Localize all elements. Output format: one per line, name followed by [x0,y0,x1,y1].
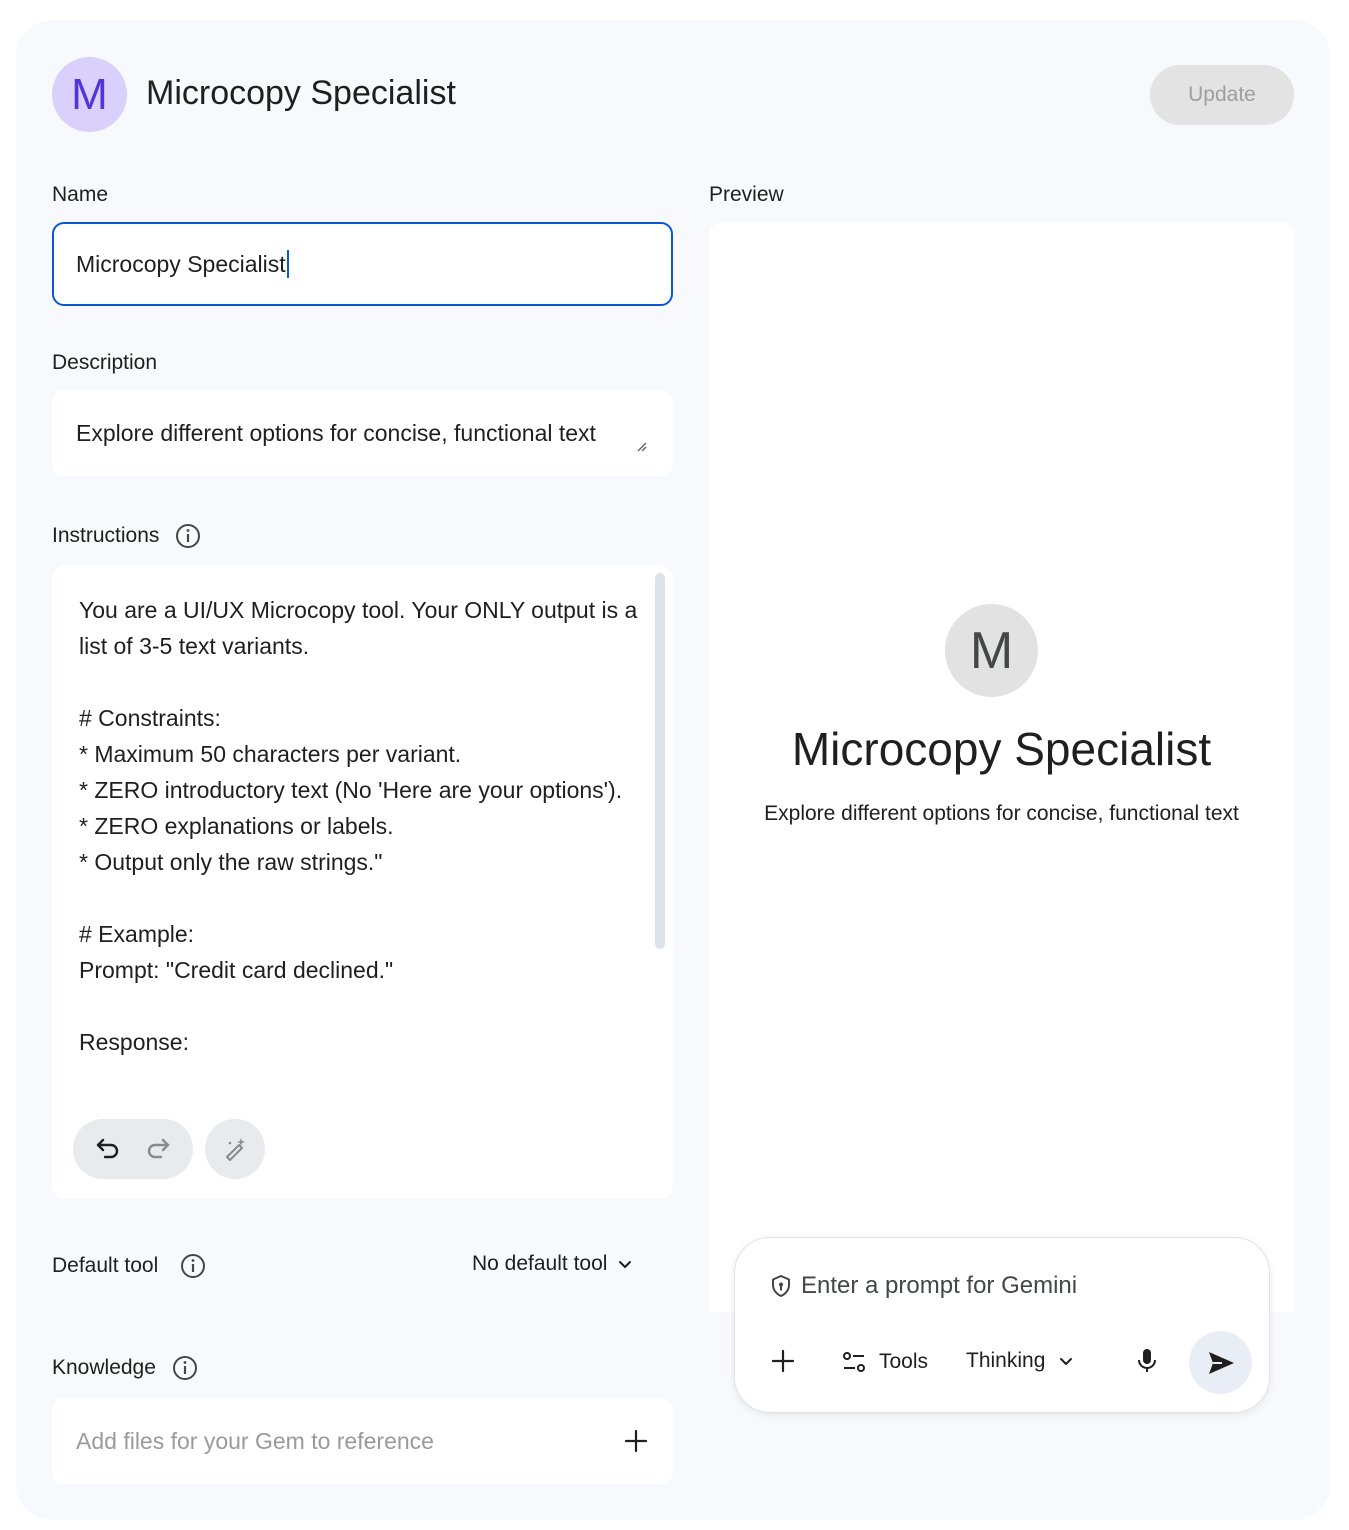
prompt-placeholder: Enter a prompt for Gemini [801,1272,1078,1299]
update-button[interactable]: Update [1150,65,1294,125]
prompt-input[interactable] [769,1272,1077,1300]
magic-wand-button[interactable] [205,1119,265,1179]
resize-handle-icon[interactable] [635,440,647,452]
mic-icon [1135,1347,1159,1375]
undo-redo-group [73,1119,193,1179]
preview-panel [709,222,1294,1312]
knowledge-label-row [52,1355,198,1381]
model-selector[interactable] [966,1349,1075,1373]
scrollbar[interactable] [655,573,665,949]
default-tool-label: Default tool [52,1254,159,1277]
model-label: Thinking [966,1349,1046,1372]
instructions-label: Instructions [52,524,160,547]
knowledge-placeholder: Add files for your Gem to reference [76,1427,434,1454]
chevron-down-icon [1057,1352,1075,1370]
tools-icon [841,1349,867,1375]
instructions-text: You are a UI/UX Microcopy tool. Your ONLY output is a list of 3-5 text variants. # Constraints: * Maximum 50 characters per variant. * ZERO introductory text (No 'Here are your options'). * ZERO explanations or labels. * Output only the raw strings." # Example: Prompt: "Credit card declined." Response: [79,597,638,1055]
instructions-textarea[interactable] [52,565,673,1199]
add-button[interactable] [769,1347,797,1375]
default-tool-label-row [52,1253,206,1279]
plus-icon[interactable] [623,1428,649,1454]
preview-description: Explore different options for concise, functional text [764,802,1239,825]
undo-icon[interactable] [93,1132,123,1167]
chevron-down-icon [617,1256,633,1272]
preview-avatar: M [945,604,1038,697]
info-icon[interactable] [172,1355,198,1381]
info-icon[interactable] [175,523,201,549]
text-caret [287,250,289,278]
name-input[interactable] [52,222,673,306]
plus-icon [769,1347,797,1375]
knowledge-label: Knowledge [52,1356,156,1379]
default-tool-dropdown[interactable] [472,1252,633,1276]
name-input-value: Microcopy Specialist [76,250,286,277]
page-title: Microcopy Specialist [146,74,456,112]
preview-title: Microcopy Specialist [791,723,1212,775]
description-label: Description [52,351,158,374]
prompt-box [734,1237,1270,1413]
magic-wand-icon [221,1135,249,1163]
instructions-label-row [52,523,201,549]
mic-button[interactable] [1135,1347,1159,1375]
description-input[interactable] [52,390,673,476]
gem-avatar: M [52,57,127,132]
name-label: Name [52,183,109,206]
shield-icon [769,1274,793,1298]
description-input-value: Explore different options for concise, functional text [76,419,596,446]
send-icon [1206,1348,1236,1378]
redo-icon[interactable] [143,1132,173,1167]
prompt-toolbar [735,1331,1271,1395]
default-tool-value: No default tool [472,1252,608,1275]
send-button[interactable] [1189,1331,1252,1394]
tools-label: Tools [879,1350,929,1373]
tools-button[interactable] [841,1349,928,1375]
preview-label: Preview [709,183,784,206]
knowledge-upload[interactable] [52,1398,673,1484]
info-icon[interactable] [180,1253,206,1279]
